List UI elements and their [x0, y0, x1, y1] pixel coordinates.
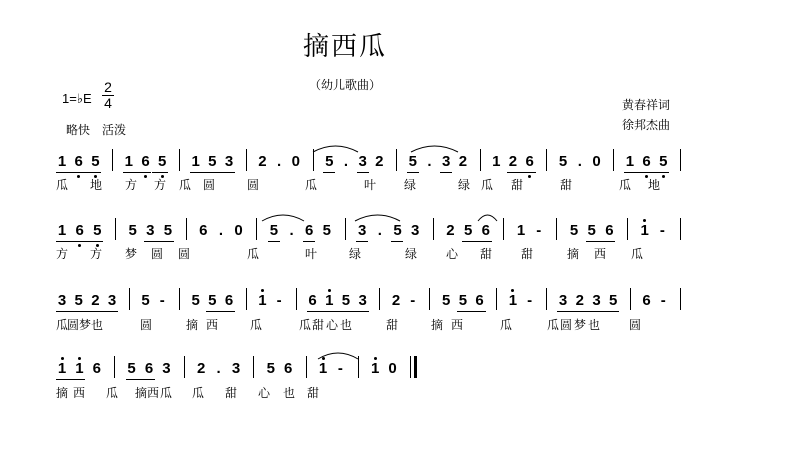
- note: 3: [441, 153, 451, 170]
- bar-line: [179, 288, 180, 310]
- note: 3: [358, 292, 367, 309]
- bar-line: [433, 218, 434, 240]
- note: 1: [516, 222, 526, 239]
- low-octave-dot: [662, 175, 665, 178]
- augmentation-dot: .: [377, 222, 382, 239]
- beam-underline: [68, 172, 85, 173]
- lyric-syllable: 梦: [78, 318, 91, 332]
- bar-line: [115, 218, 116, 240]
- note: 3: [224, 153, 234, 170]
- lyric-syllable: 圆: [150, 247, 163, 261]
- lyric-syllable: 圆: [202, 178, 215, 192]
- beam-underline: [303, 241, 315, 242]
- bar-line: [253, 356, 254, 378]
- note: 5: [558, 153, 568, 170]
- lyric-syllable: 绿: [457, 178, 470, 192]
- beam-underline: [457, 311, 469, 312]
- note: 3: [57, 292, 67, 309]
- note: 5: [269, 222, 279, 239]
- beam-underline: [68, 379, 85, 380]
- note: 6: [74, 153, 83, 170]
- beam-underline: [323, 172, 335, 173]
- note: 2: [197, 360, 206, 377]
- lyric-syllable: 梦: [124, 247, 137, 261]
- lyric-syllable: 方: [55, 247, 68, 261]
- lyric-syllable: 圆: [177, 247, 190, 261]
- note: 3: [410, 222, 420, 239]
- note: 6: [284, 360, 293, 377]
- beam-underline: [602, 311, 619, 312]
- bar-line: [186, 218, 187, 240]
- low-octave-dot: [77, 175, 80, 178]
- bar-line: [680, 288, 681, 310]
- slur: [411, 146, 458, 152]
- key-signature: 1=♭E: [62, 91, 92, 106]
- note: 6: [605, 222, 614, 239]
- note: 5: [325, 153, 334, 170]
- lyricist-credit: 黄春祥词: [622, 98, 671, 112]
- hold-dash: -: [159, 292, 165, 309]
- beam-underline: [86, 241, 104, 242]
- bar-line: [680, 218, 681, 240]
- bar-line: [546, 288, 547, 310]
- lyric-syllable: 地: [89, 178, 102, 192]
- bar-line: [613, 149, 614, 171]
- bar-line: [246, 149, 247, 171]
- lyric-syllable: 叶: [304, 247, 317, 261]
- beam-underline: [352, 311, 369, 312]
- beam-underline: [68, 311, 85, 312]
- bar-line: [296, 288, 297, 310]
- beam-underline: [319, 311, 336, 312]
- bar-line: [114, 356, 115, 378]
- bar-line: [129, 288, 130, 310]
- beam-underline: [101, 311, 118, 312]
- beam-underline: [218, 311, 235, 312]
- lyric-syllable: 绿: [404, 247, 417, 261]
- lyric-syllable: 西: [450, 318, 463, 332]
- note: 1: [57, 153, 67, 170]
- lyric-syllable: 瓜: [105, 386, 118, 400]
- augmentation-dot: .: [289, 222, 294, 239]
- slur: [313, 146, 358, 152]
- note: 5: [458, 292, 468, 309]
- beam-underline: [268, 241, 280, 242]
- bar-line: [358, 356, 359, 378]
- note: 6: [642, 292, 651, 309]
- beam-underline: [653, 172, 670, 173]
- note: 2: [258, 153, 267, 170]
- note: 6: [224, 292, 234, 309]
- hold-dash: -: [337, 360, 343, 377]
- lyric-syllable: 甜: [520, 247, 533, 261]
- beam-underline: [152, 172, 169, 173]
- lyric-syllable: 摘: [566, 247, 579, 261]
- lyric-syllable: 心: [325, 318, 338, 332]
- lyric-syllable: 瓜: [55, 318, 68, 332]
- note: 6: [305, 222, 314, 239]
- note: 3: [231, 360, 241, 377]
- lyric-syllable: 甜: [479, 247, 492, 261]
- low-octave-dot: [528, 175, 531, 178]
- lyric-syllable: 绿: [348, 247, 361, 261]
- note: 1: [57, 360, 67, 377]
- note: 1: [625, 153, 635, 170]
- note: 1: [124, 153, 133, 170]
- note: 5: [659, 153, 668, 170]
- beam-underline: [135, 172, 152, 173]
- bar-line: [112, 149, 113, 171]
- bar-line: [546, 149, 547, 171]
- beam-underline: [557, 311, 569, 312]
- beam-underline: [202, 172, 219, 173]
- beam-underline: [307, 311, 319, 312]
- beam-underline: [335, 311, 352, 312]
- high-octave-dot: [78, 357, 81, 360]
- lyric-syllable: 瓜: [246, 247, 259, 261]
- lyric-syllable: 瓜: [630, 247, 643, 261]
- lyric-syllable: 也: [587, 318, 600, 332]
- note: 2: [458, 153, 468, 170]
- note: 0: [388, 360, 397, 377]
- lyric-syllable: 瓜: [159, 386, 172, 400]
- augmentation-dot: .: [216, 360, 221, 377]
- beam-underline: [586, 241, 598, 242]
- lyric-syllable: 方: [153, 178, 166, 192]
- lyric-syllable: 也: [282, 386, 295, 400]
- lyric-syllable: 摘: [134, 386, 147, 400]
- beam-underline: [56, 241, 68, 242]
- high-octave-dot: [328, 289, 331, 292]
- lyric-syllable: 甜: [510, 178, 523, 192]
- note: 2: [391, 292, 401, 309]
- note: 5: [127, 360, 136, 377]
- lyric-syllable: 绿: [403, 178, 416, 192]
- note: 5: [441, 292, 451, 309]
- composer-credit: 徐邦杰曲: [622, 118, 671, 132]
- lyric-syllable: 瓜: [304, 178, 317, 192]
- note: 2: [375, 153, 384, 170]
- beam-underline: [507, 172, 519, 173]
- lyric-syllable: 甜: [306, 386, 319, 400]
- note: 0: [291, 153, 300, 170]
- bar-line: [246, 288, 247, 310]
- note: 5: [74, 292, 83, 309]
- beam-underline: [586, 311, 603, 312]
- note: 1: [75, 360, 84, 377]
- lyric-syllable: 摘: [430, 318, 443, 332]
- note: 3: [146, 222, 155, 239]
- bar-line: [306, 356, 307, 378]
- slur: [478, 215, 497, 221]
- note: 6: [141, 153, 150, 170]
- bar-line: [184, 356, 185, 378]
- note: 1: [508, 292, 518, 309]
- bar-line: [556, 218, 557, 240]
- beam-underline: [56, 311, 68, 312]
- note: 5: [158, 153, 167, 170]
- note: 5: [587, 222, 596, 239]
- bar-line: [179, 149, 180, 171]
- note: 5: [569, 222, 579, 239]
- bar-line: [627, 218, 628, 240]
- note: 5: [93, 222, 102, 239]
- note: 5: [463, 222, 473, 239]
- beam-underline: [56, 172, 68, 173]
- lyric-syllable: 摘: [185, 318, 198, 332]
- beam-underline: [462, 241, 474, 242]
- beam-underline: [56, 379, 68, 380]
- note: 3: [107, 292, 117, 309]
- lyric-syllable: 甜: [385, 318, 398, 332]
- lyric-syllable: 瓜: [618, 178, 631, 192]
- beam-underline: [190, 172, 202, 173]
- note: 5: [163, 222, 173, 239]
- note: 6: [144, 360, 154, 377]
- note: 6: [75, 222, 84, 239]
- low-octave-dot: [78, 244, 81, 247]
- lyric-syllable: 圆: [66, 318, 79, 332]
- lyric-syllable: 方: [89, 247, 102, 261]
- bar-line: [503, 218, 504, 240]
- note: 5: [322, 222, 332, 239]
- note: 1: [191, 153, 200, 170]
- song-title: 摘西瓜: [302, 32, 387, 62]
- time-signature-top: 2: [104, 79, 112, 95]
- augmentation-dot: .: [218, 222, 223, 239]
- time-signature-bottom: 4: [102, 95, 114, 111]
- note: 3: [358, 153, 367, 170]
- note: 1: [325, 292, 334, 309]
- lyric-syllable: 甜: [224, 386, 237, 400]
- beam-underline: [391, 241, 403, 242]
- lyric-syllable: 甜: [311, 318, 324, 332]
- lyric-syllable: 瓜: [55, 178, 68, 192]
- augmentation-dot: .: [343, 153, 349, 170]
- beam-underline: [123, 172, 135, 173]
- note: 1: [318, 360, 328, 377]
- bar-line: [396, 149, 397, 171]
- hold-dash: -: [536, 222, 542, 239]
- beam-underline: [474, 241, 492, 242]
- bar-line: [345, 218, 346, 240]
- lyric-syllable: 瓜: [298, 318, 311, 332]
- slur: [262, 215, 304, 221]
- note: 1: [492, 153, 501, 170]
- note: 5: [609, 292, 618, 309]
- note: 2: [575, 292, 584, 309]
- augmentation-dot: .: [577, 153, 582, 170]
- note: 6: [199, 222, 208, 239]
- bar-line: [630, 288, 631, 310]
- lyric-syllable: 方: [124, 178, 137, 192]
- beam-underline: [138, 379, 155, 380]
- note: 6: [308, 292, 317, 309]
- beam-underline: [469, 311, 486, 312]
- low-octave-dot: [144, 175, 147, 178]
- augmentation-dot: .: [277, 153, 282, 170]
- note: 6: [481, 222, 490, 239]
- note: 1: [57, 222, 67, 239]
- note: 5: [208, 292, 217, 309]
- beam-underline: [206, 311, 218, 312]
- bar-line: [256, 218, 257, 240]
- note: 5: [208, 153, 217, 170]
- note: 5: [341, 292, 351, 309]
- lyric-syllable: 西: [205, 318, 218, 332]
- note: 2: [91, 292, 100, 309]
- hold-dash: -: [527, 292, 533, 309]
- lyric-syllable: 瓜: [480, 178, 493, 192]
- hold-dash: -: [276, 292, 282, 309]
- beam-underline: [126, 379, 138, 380]
- bar-line: [496, 288, 497, 310]
- lyric-syllable: 西: [72, 386, 85, 400]
- lyric-syllable: 瓜: [191, 386, 204, 400]
- beam-underline: [407, 172, 419, 173]
- lyric-syllable: 心: [445, 247, 458, 261]
- high-octave-dot: [374, 357, 377, 360]
- lyric-syllable: 瓜: [546, 318, 559, 332]
- beam-underline: [624, 172, 636, 173]
- note: 5: [191, 292, 200, 309]
- note: 5: [408, 153, 417, 170]
- hold-dash: -: [410, 292, 416, 309]
- note: 1: [258, 292, 267, 309]
- lyric-syllable: 西: [593, 247, 606, 261]
- beam-underline: [636, 172, 653, 173]
- lyric-syllable: 地: [647, 178, 660, 192]
- slur: [355, 215, 400, 221]
- lyric-syllable: 摘: [55, 386, 68, 400]
- beam-underline: [218, 172, 235, 173]
- lyric-syllable: 叶: [363, 178, 376, 192]
- note: 5: [128, 222, 137, 239]
- beam-underline: [569, 311, 586, 312]
- note: 3: [357, 222, 367, 239]
- hold-dash: -: [660, 292, 666, 309]
- lyric-syllable: 西: [146, 386, 159, 400]
- lyric-syllable: 心: [257, 386, 270, 400]
- note: 5: [91, 153, 100, 170]
- high-octave-dot: [322, 357, 325, 360]
- note: 6: [525, 153, 534, 170]
- note: 3: [558, 292, 568, 309]
- high-octave-dot: [61, 357, 64, 360]
- bar-line: [429, 288, 430, 310]
- note: 2: [446, 222, 455, 239]
- lyric-syllable: 也: [339, 318, 352, 332]
- lyric-syllable: 甜: [559, 178, 572, 192]
- lyric-syllable: 瓜: [178, 178, 191, 192]
- note: 6: [92, 360, 101, 377]
- lyric-syllable: 梦: [573, 318, 586, 332]
- beam-underline: [156, 241, 174, 242]
- note: 1: [371, 360, 380, 377]
- beam-underline: [357, 172, 369, 173]
- high-octave-dot: [261, 289, 264, 292]
- beam-underline: [519, 172, 536, 173]
- lyric-syllable: 也: [90, 318, 103, 332]
- lyric-syllable: 圆: [246, 178, 259, 192]
- beam-underline: [598, 241, 616, 242]
- bar-line: [313, 149, 314, 171]
- note: 0: [592, 153, 601, 170]
- beam-underline: [68, 241, 86, 242]
- tempo-marking: 略快 活泼: [66, 123, 127, 137]
- final-bar-line: [414, 356, 417, 378]
- note: 5: [141, 292, 150, 309]
- note: 3: [162, 360, 171, 377]
- note: 6: [642, 153, 651, 170]
- bar-line: [410, 356, 411, 378]
- note: 1: [640, 222, 649, 239]
- lyric-syllable: 圆: [628, 318, 641, 332]
- lyric-syllable: 圆: [139, 318, 152, 332]
- beam-underline: [144, 241, 156, 242]
- bar-line: [379, 288, 380, 310]
- note: 3: [592, 292, 601, 309]
- hold-dash: -: [659, 222, 665, 239]
- lyric-syllable: 瓜: [499, 318, 512, 332]
- bar-line: [680, 149, 681, 171]
- note: 2: [508, 153, 518, 170]
- beam-underline: [440, 172, 452, 173]
- beam-underline: [356, 241, 368, 242]
- bar-line: [480, 149, 481, 171]
- note: 5: [393, 222, 402, 239]
- song-subtitle: （幼儿歌曲）: [308, 78, 381, 92]
- note: 5: [266, 360, 275, 377]
- lyric-syllable: 圆: [559, 318, 572, 332]
- time-signature: [102, 80, 114, 111]
- augmentation-dot: .: [427, 153, 432, 170]
- beam-underline: [85, 172, 102, 173]
- note: 0: [234, 222, 243, 239]
- beam-underline: [85, 311, 102, 312]
- note: 6: [475, 292, 484, 309]
- lyric-syllable: 瓜: [249, 318, 262, 332]
